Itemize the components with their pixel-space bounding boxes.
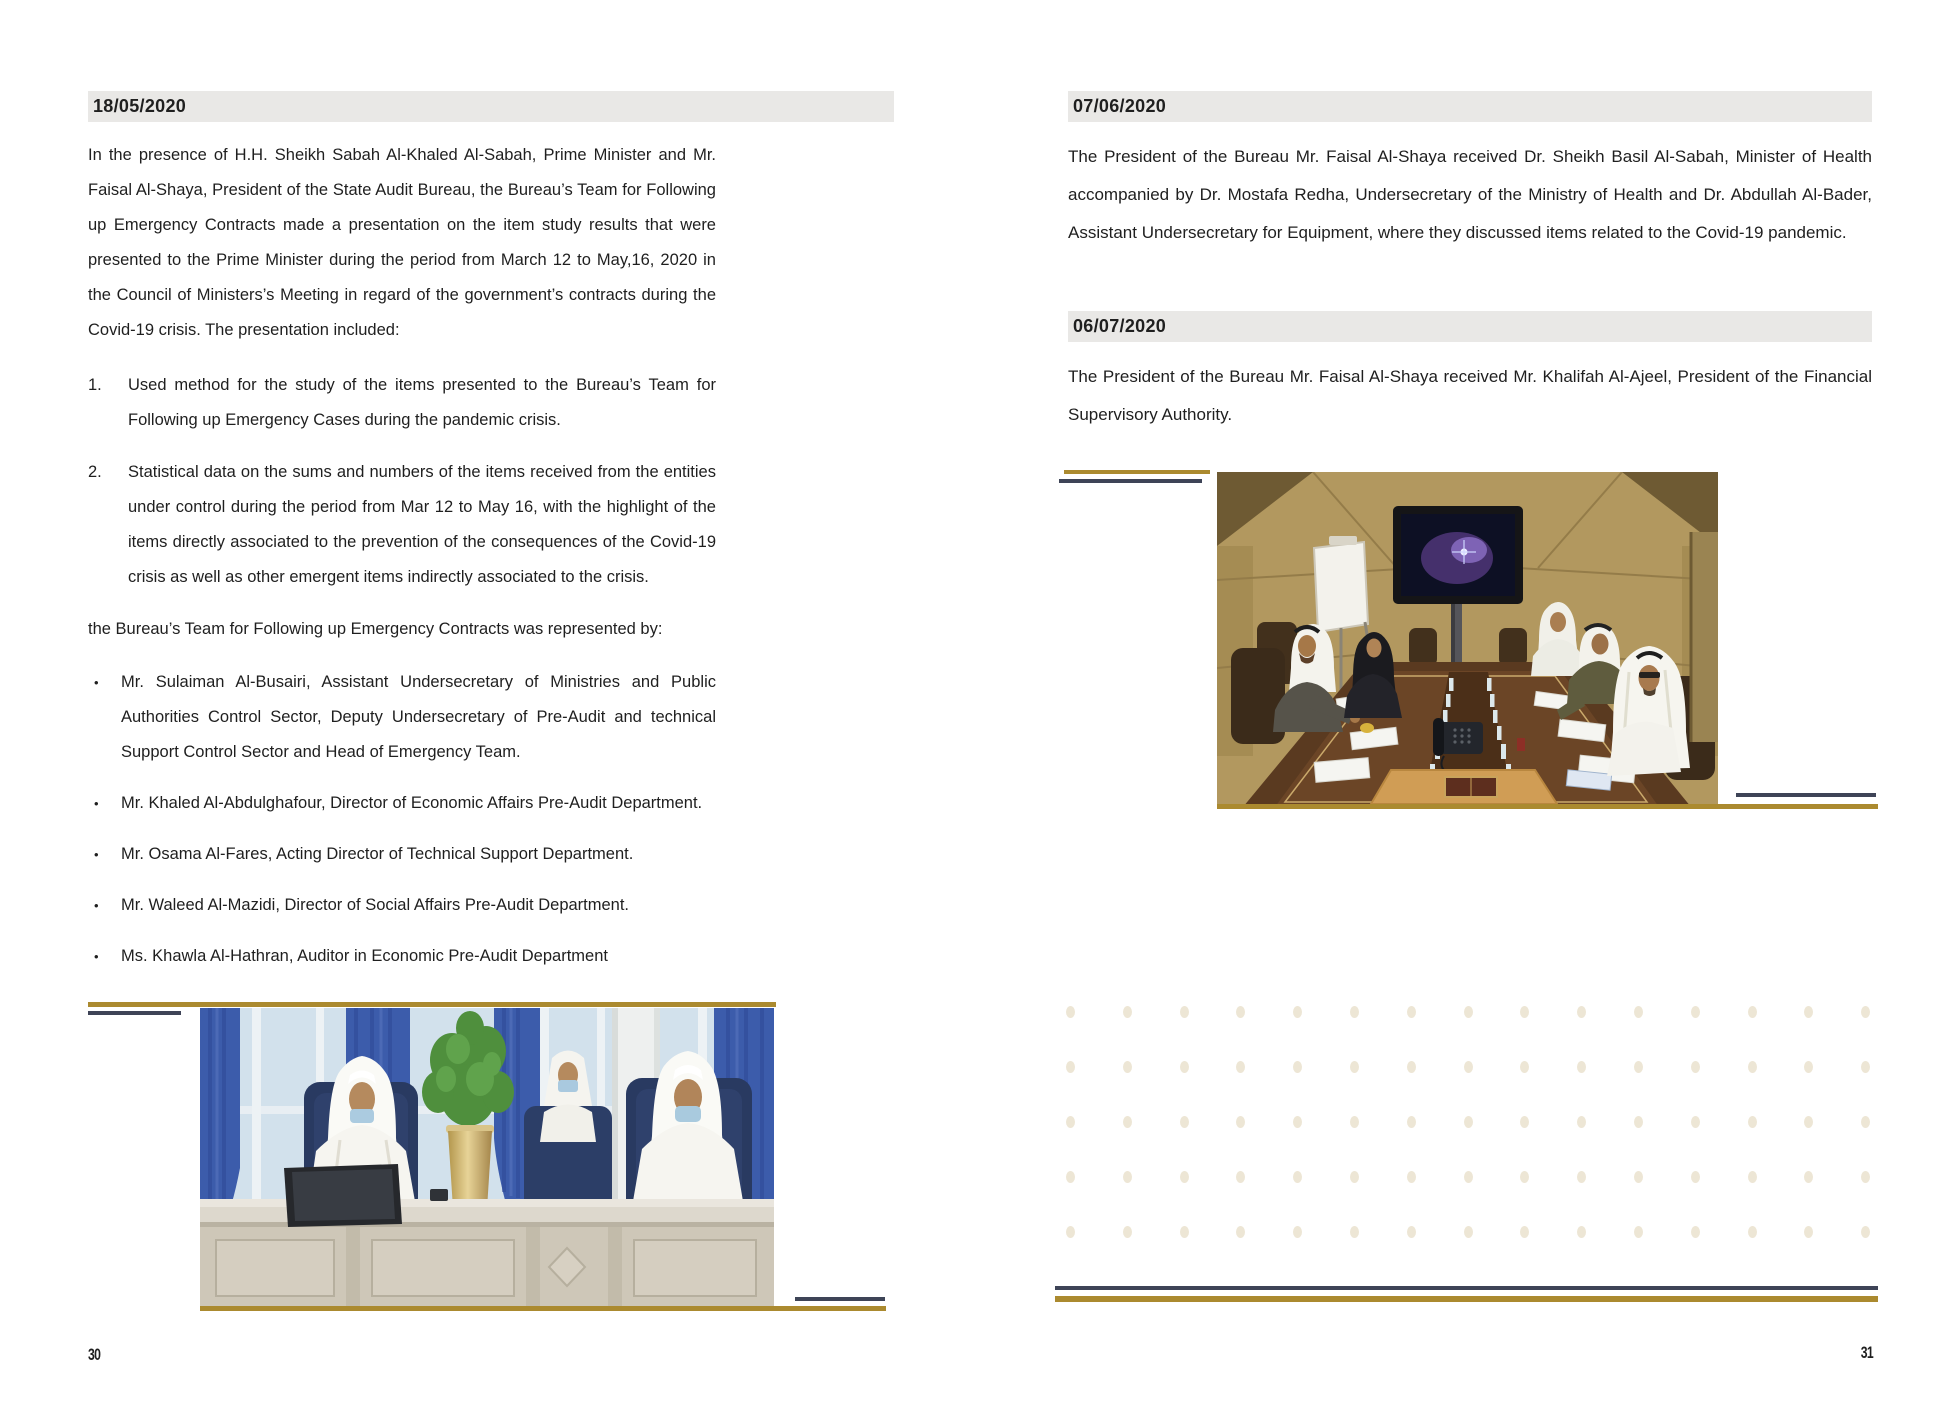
list-item	[88, 888, 716, 923]
dot-icon	[1464, 1006, 1473, 1018]
dot-icon	[1804, 1226, 1813, 1238]
dot-icon	[1861, 1171, 1870, 1183]
dot-icon	[1180, 1116, 1189, 1128]
dot-icon	[1748, 1006, 1757, 1018]
dot-icon	[1691, 1116, 1700, 1128]
date-header	[1068, 311, 1872, 342]
dot-icon	[1861, 1226, 1870, 1238]
dot-pattern	[1066, 1006, 1876, 1246]
dot-icon	[1520, 1226, 1529, 1238]
dot-icon	[1066, 1061, 1075, 1073]
page-number: 31	[1860, 1343, 1873, 1362]
dot-icon	[1066, 1226, 1075, 1238]
dot-icon	[1123, 1116, 1132, 1128]
dot-icon	[1520, 1171, 1529, 1183]
dot-icon	[1577, 1171, 1586, 1183]
dot-icon	[1236, 1006, 1245, 1018]
dot-icon	[1066, 1006, 1075, 1018]
photo-top-navy-rule	[88, 1011, 181, 1015]
dot-icon	[1123, 1061, 1132, 1073]
page-bottom-navy-rule	[1055, 1286, 1878, 1290]
dot-icon	[1407, 1171, 1416, 1183]
dot-icon	[1066, 1116, 1075, 1128]
dot-icon	[1748, 1116, 1757, 1128]
dot-icon	[1634, 1061, 1643, 1073]
dot-icon	[1464, 1061, 1473, 1073]
bullet-text: Mr. Sulaiman Al-Busairi, Assistant Undersecretary of Ministries and Public Authorities Control Sector, Deputy Undersecretary of Pre-Audit and technical Support Control Sector and Head of Emergency Team.	[121, 673, 716, 761]
dot-icon	[1634, 1171, 1643, 1183]
dot-icon	[1180, 1226, 1189, 1238]
bullet-icon: •	[94, 898, 99, 913]
dot-icon	[1577, 1226, 1586, 1238]
photo-top-navy-rule	[1059, 479, 1202, 483]
numbered-item	[88, 455, 716, 595]
dot-icon	[1691, 1006, 1700, 1018]
dot-icon	[1691, 1171, 1700, 1183]
intro-paragraph: In the presence of H.H. Sheikh Sabah Al-Khaled Al-Sabah, Prime Minister and Mr. Faisal Al-Shaya, President of the State Audit Bureau, the Bureau’s Team for Following up Emergency Contracts made a presentation on the item study results that were presented to the Prime Minister during the period from March 12 to May,16, 2020 in the Council of Ministers’s Meeting in regard of the government’s contracts during the Covid-19 crisis. The presentation included:	[88, 146, 716, 339]
dot-icon	[1748, 1171, 1757, 1183]
dot-icon	[1520, 1116, 1529, 1128]
dot-icon	[1804, 1006, 1813, 1018]
dot-icon	[1520, 1061, 1529, 1073]
photo-bottom-navy-rule	[1736, 793, 1876, 797]
meeting-photo-left-art	[200, 1008, 774, 1306]
dot-icon	[1634, 1006, 1643, 1018]
date-header-label: 18/05/2020	[93, 96, 187, 116]
dot-icon	[1577, 1116, 1586, 1128]
photo-bottom-gold-rule	[1217, 804, 1878, 809]
date-header	[1068, 91, 1872, 122]
dot-icon	[1123, 1226, 1132, 1238]
team-line: the Bureau’s Team for Following up Emergency Contracts was represented by:	[88, 620, 663, 638]
right-page	[974, 0, 1949, 1418]
dot-icon	[1407, 1226, 1416, 1238]
numbered-item	[88, 368, 716, 438]
list-item	[88, 837, 716, 872]
item-text: Statistical data on the sums and numbers of the items received from the entities under control during the period from Mar 12 to May 16, with the highlight of the items directly associated to the prevention of the consequences of the Covid-19 crisis as well as other emergent items indirectly associated to the crisis.	[128, 463, 716, 586]
dot-icon	[1350, 1006, 1359, 1018]
dot-icon	[1350, 1061, 1359, 1073]
dot-icon	[1180, 1061, 1189, 1073]
dot-icon	[1464, 1171, 1473, 1183]
bullet-icon: •	[94, 949, 99, 964]
item-number: 1.	[88, 376, 102, 394]
dot-icon	[1691, 1226, 1700, 1238]
photo-bottom-navy-rule	[795, 1297, 885, 1301]
meeting-photo-right-art	[1217, 472, 1718, 807]
list-item	[88, 786, 716, 821]
photo-top-gold-rule	[88, 1002, 776, 1007]
dot-icon	[1350, 1226, 1359, 1238]
page-number: 30	[88, 1345, 101, 1364]
dot-icon	[1293, 1226, 1302, 1238]
dot-icon	[1464, 1226, 1473, 1238]
date-header-label: 07/06/2020	[1073, 96, 1167, 116]
dot-icon	[1236, 1061, 1245, 1073]
dot-icon	[1520, 1006, 1529, 1018]
bullet-icon: •	[94, 796, 99, 811]
bullet-text: Ms. Khawla Al-Hathran, Auditor in Economic Pre-Audit Department	[121, 947, 608, 965]
page-bottom-gold-rule	[1055, 1296, 1878, 1302]
item-number: 2.	[88, 463, 102, 481]
dot-icon	[1066, 1171, 1075, 1183]
dot-icon	[1861, 1006, 1870, 1018]
dot-icon	[1634, 1116, 1643, 1128]
dot-icon	[1236, 1171, 1245, 1183]
date-header	[88, 91, 894, 122]
dot-icon	[1350, 1171, 1359, 1183]
left-text-column	[88, 138, 716, 990]
bullet-text: Mr. Khaled Al-Abdulghafour, Director of Economic Affairs Pre-Audit Department.	[121, 794, 703, 812]
dot-icon	[1634, 1226, 1643, 1238]
dot-icon	[1577, 1006, 1586, 1018]
section-paragraph	[1068, 358, 1872, 434]
left-page	[0, 0, 974, 1418]
photo-top-gold-rule	[1064, 470, 1210, 474]
bullet-text: Mr. Osama Al-Fares, Acting Director of Technical Support Department.	[121, 845, 634, 863]
list-item	[88, 665, 716, 770]
dot-icon	[1748, 1061, 1757, 1073]
meeting-photo-right	[1217, 472, 1718, 807]
dot-icon	[1180, 1171, 1189, 1183]
dot-icon	[1804, 1061, 1813, 1073]
dot-icon	[1293, 1171, 1302, 1183]
dot-icon	[1407, 1006, 1416, 1018]
dot-icon	[1861, 1061, 1870, 1073]
dot-icon	[1464, 1116, 1473, 1128]
photo-bottom-gold-rule	[200, 1306, 886, 1311]
dot-icon	[1407, 1116, 1416, 1128]
dot-icon	[1293, 1116, 1302, 1128]
section-paragraph	[1068, 138, 1872, 252]
dot-icon	[1180, 1006, 1189, 1018]
dot-icon	[1861, 1116, 1870, 1128]
dot-icon	[1123, 1006, 1132, 1018]
dot-icon	[1804, 1116, 1813, 1128]
bullet-icon: •	[94, 675, 99, 690]
bullet-text: Mr. Waleed Al-Mazidi, Director of Social Affairs Pre-Audit Department.	[121, 896, 630, 914]
dot-icon	[1236, 1116, 1245, 1128]
dot-icon	[1350, 1116, 1359, 1128]
dot-icon	[1236, 1226, 1245, 1238]
dot-icon	[1293, 1061, 1302, 1073]
dot-icon	[1407, 1061, 1416, 1073]
list-item	[88, 939, 716, 974]
dot-icon	[1293, 1006, 1302, 1018]
dot-icon	[1691, 1061, 1700, 1073]
bullet-list	[88, 665, 716, 974]
dot-icon	[1748, 1226, 1757, 1238]
numbered-list	[88, 368, 716, 595]
dot-icon	[1577, 1061, 1586, 1073]
paragraph-text: The President of the Bureau Mr. Faisal Al-Shaya received Dr. Sheikh Basil Al-Sabah, Minister of Health accompanied by Dr. Mostafa Redha, Undersecretary of the Ministry of Health and Dr. Abdullah Al-Bader, Assistant Undersecretary for Equipment, where they discussed items related to the Covid-19 pandemic.	[1068, 147, 1872, 242]
item-text: Used method for the study of the items presented to the Bureau’s Team for Following up Emergency Cases during the pandemic crisis.	[128, 376, 716, 429]
paragraph-text: The President of the Bureau Mr. Faisal Al-Shaya received Mr. Khalifah Al-Ajeel, President of the Financial Supervisory Authority.	[1068, 367, 1872, 424]
bullet-icon: •	[94, 847, 99, 862]
date-header-label: 06/07/2020	[1073, 316, 1167, 336]
meeting-photo-left	[200, 1008, 774, 1306]
dot-icon	[1123, 1171, 1132, 1183]
dot-icon	[1804, 1171, 1813, 1183]
